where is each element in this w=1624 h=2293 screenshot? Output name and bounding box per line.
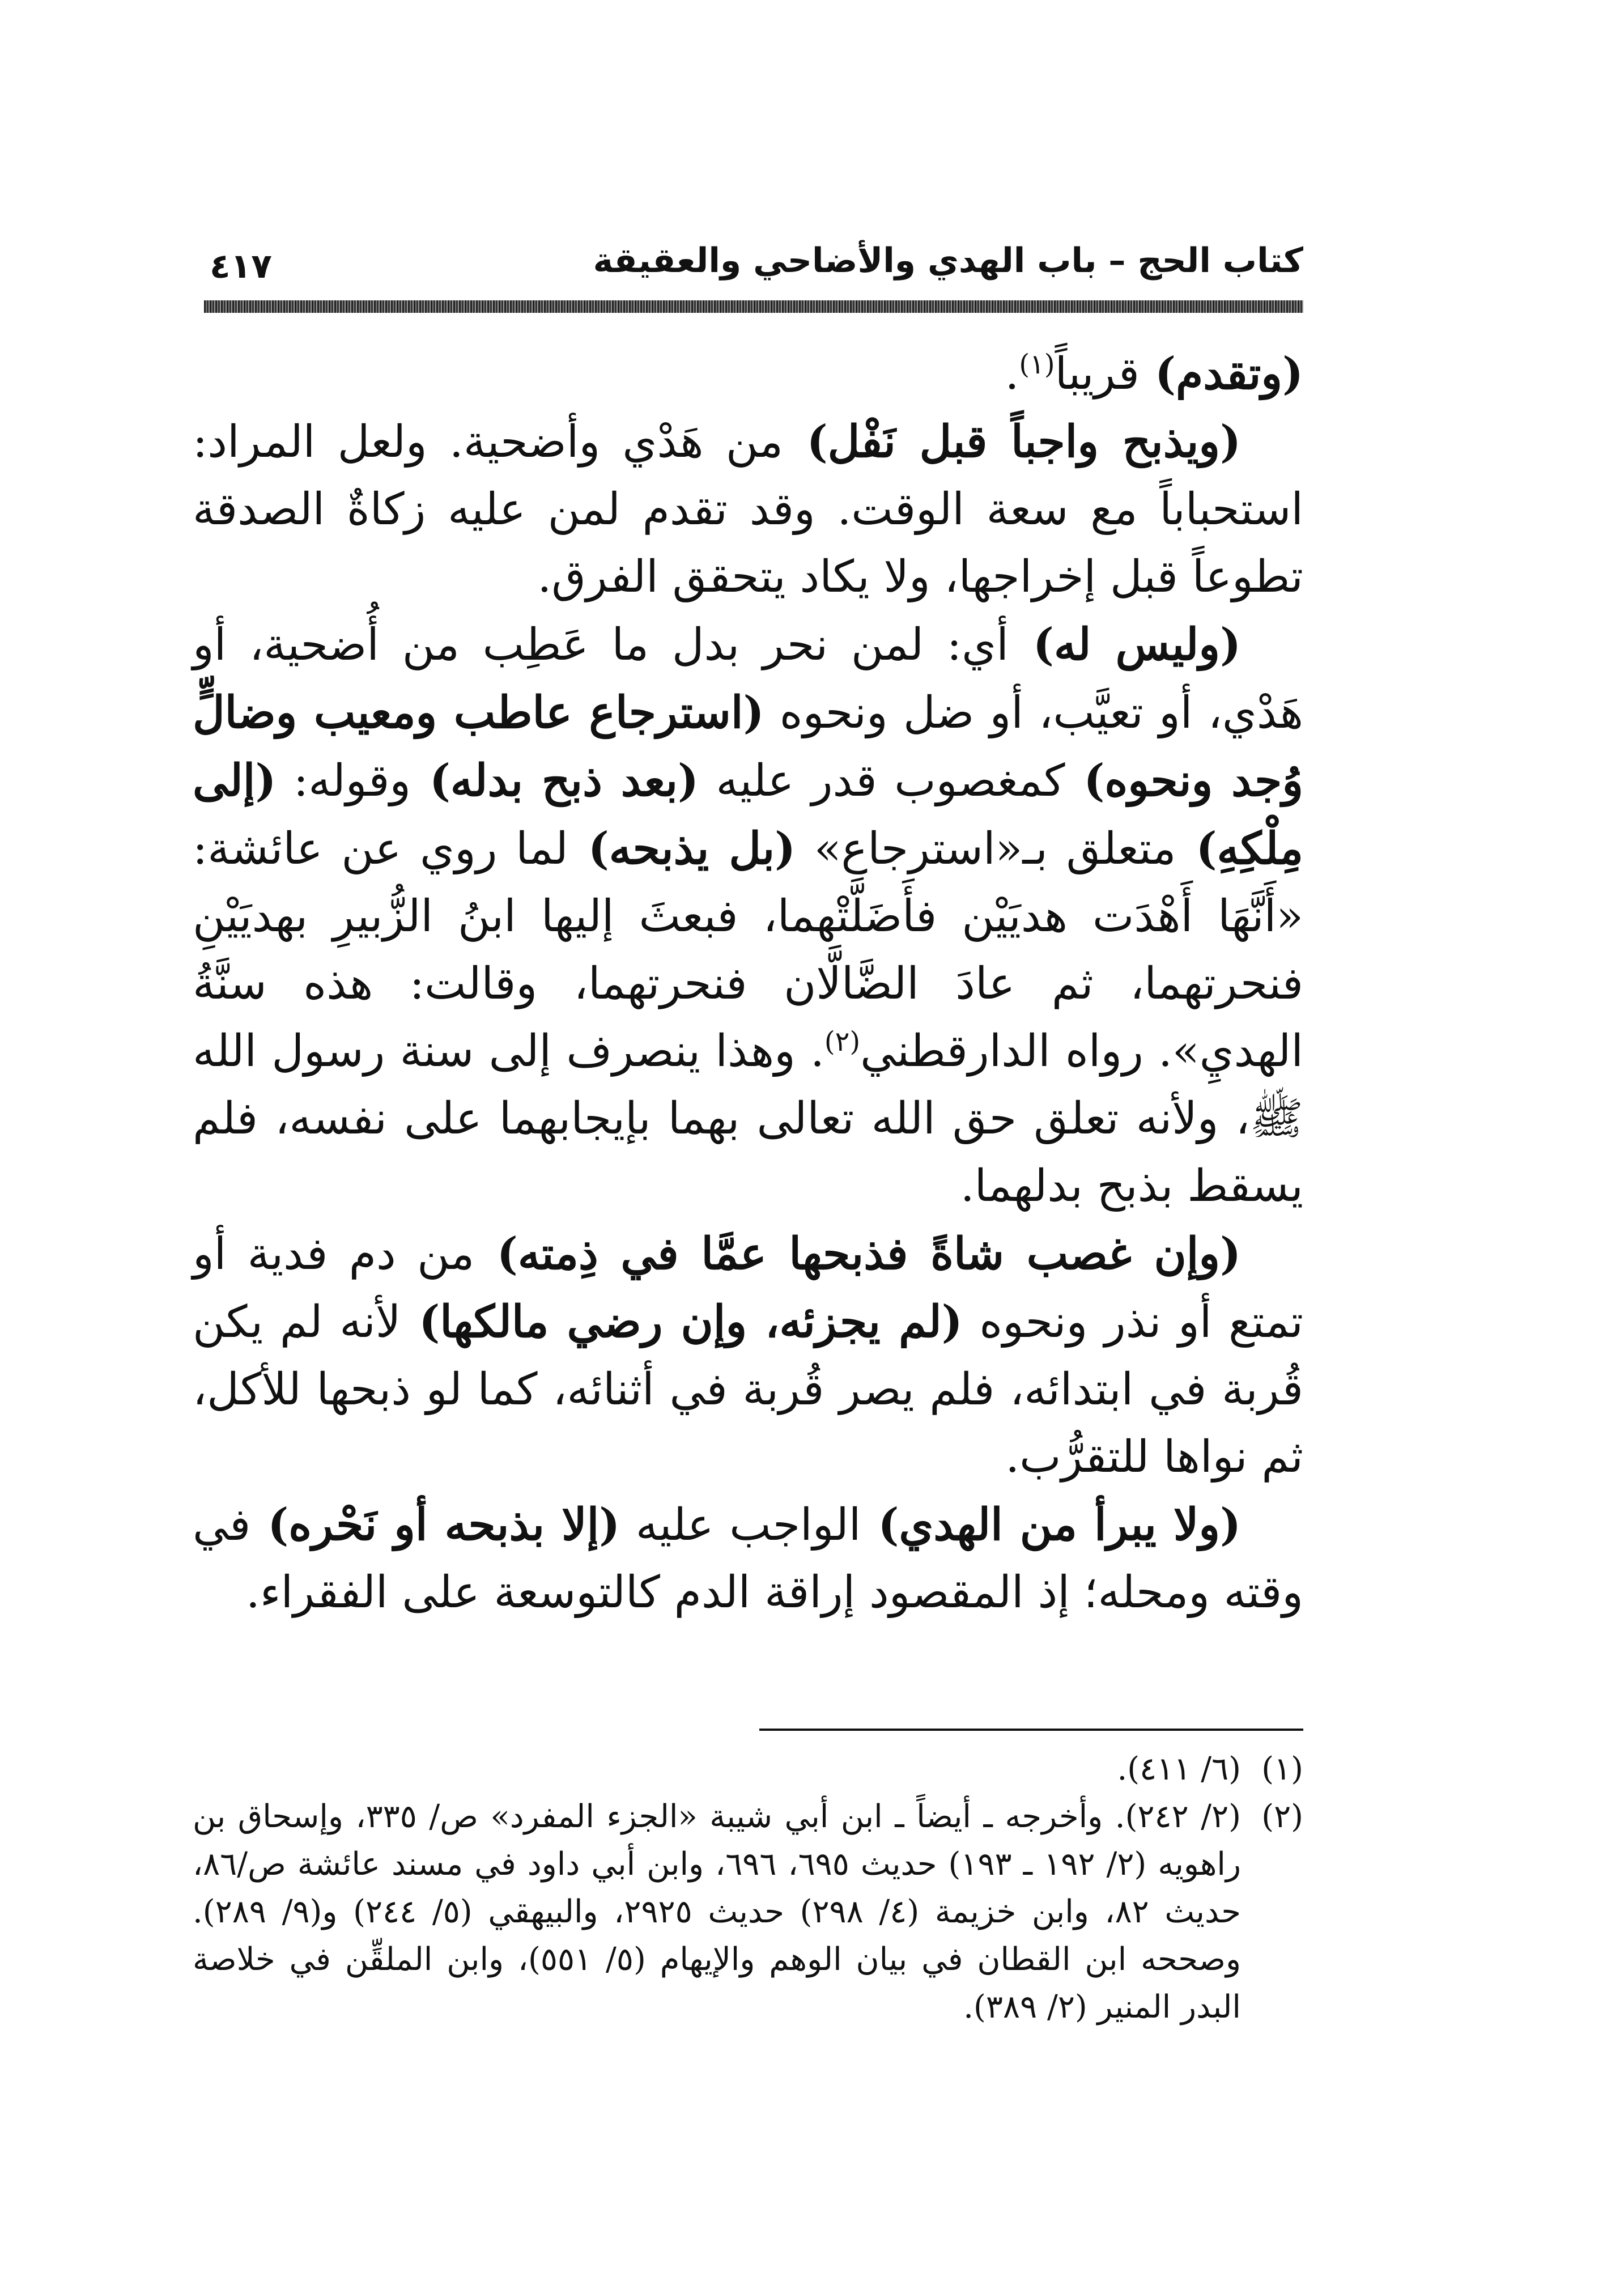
matn-text: (ولا يبرأ من الهدي) — [861, 1499, 1241, 1551]
sharh-text: في وقته ومحله؛ إذ المقصود إراقة الدم كالتوسعة على الفقراء. — [193, 1500, 1303, 1618]
sharh-text: لما روي عن عائشة: «أَنَّهَا أَهْدَت هديَيْن فأَضَلَّتْهما، فبعثَ إليها ابنُ الزُّبيرِ بهديَيْنِ فنحرتهما، ثم عادَ الضَّالَّان فنحرتهما، وقالت: هذه سنَّةُ الهديِ». رواه الدارقطني — [193, 823, 1303, 1077]
paragraph — [193, 340, 1303, 408]
page-number: ٤١٧ — [210, 247, 272, 286]
matn-text: (وتقدم) — [1139, 348, 1303, 400]
footnote-number: (٢) — [1261, 1798, 1303, 1835]
matn-text: (ويذبح واجباً قبل نَفْل) — [783, 416, 1241, 468]
chapter-title: كتاب الحج – باب الهدي والأضاحي والعقيقة — [593, 241, 1303, 281]
sharh-text: من دم فدية أو تمتع أو نذر ونحوه — [193, 1229, 1303, 1348]
paragraph — [193, 408, 1303, 611]
paragraph — [193, 1491, 1303, 1627]
sharh-text: الواجب عليه — [620, 1500, 861, 1551]
sharh-text: لأنه لم يكن قُربة في ابتدائه، فلم يصر قُربة في أثنائه، كما لو ذبحها للأكل، ثم نواها للتقرُّب. — [193, 1297, 1303, 1483]
footnote-text: (٦/ ٤١١). — [1117, 1751, 1241, 1787]
paragraph — [193, 1220, 1303, 1491]
matn-text: (بل يذبحه) — [568, 823, 796, 874]
footnote-number: (١) — [1261, 1751, 1303, 1787]
sharh-text: من هَدْي وأضحية. ولعل المراد: استحباباً مع سعة الوقت. وقد تقدم لمن عليه زكاةٌ الصدقة تطوعاً قبل إخراجها، ولا يكاد يتحقق الفرق. — [193, 417, 1303, 602]
header-divider — [204, 300, 1303, 313]
sharh-text: . وهذا ينصرف إلى سنة رسول الله ﷺ، ولأنه تعلق حق الله تعالى بهما بإيجابهما على نفسه، فلم يسقط بذبح بدلهما. — [193, 1026, 1303, 1212]
footnotes — [193, 1746, 1303, 2031]
matn-text: (بعد ذبح بدله) — [411, 755, 699, 806]
sharh-text: وقوله: — [276, 755, 411, 806]
matn-text: (لم يجزئه، وإن رضي مالكها) — [401, 1296, 963, 1348]
footnote-ref: (١) — [1019, 349, 1055, 380]
matn-text: (إلا بذبحه أو نَحْره) — [250, 1499, 620, 1551]
footnote-divider — [759, 1729, 1303, 1731]
footnote-ref: (٢) — [824, 1026, 861, 1058]
footnote-text: (٢/ ٢٤٢). وأخرجه ـ أيضاً ـ ابن أبي شيبة «الجزء المفرد» ص/ ٣٣٥، وإسحاق بن راهويه (٢/ ١٩٢ ـ ١٩٣) حديث ٦٩٥، ٦٩٦، وابن أبي داود في مسند عائشة ص/٨٦، حديث ٨٢، وابن خزيمة (٤/ ٢٩٨) حديث ٢٩٢٥، والبيهقي (٥/ ٢٤٤) و(٩/ ٢٨٩). وصححه ابن القطان في بيان الوهم والإيهام (٥/ ٥٥١)، وابن الملقِّن في خلاصة البدر المنير (٢/ ٣٨٩). — [193, 1798, 1242, 2026]
footnote — [193, 1793, 1303, 2031]
matn-text: (وليس له) — [1008, 619, 1241, 670]
main-text — [193, 340, 1303, 1627]
running-header — [210, 238, 1303, 300]
footnote — [193, 1746, 1303, 1793]
matn-text: (إلى مِلْكِهِ) — [193, 755, 1303, 874]
matn-text: (وإن غصب شاةً فذبحها عمَّا في ذِمته) — [474, 1228, 1241, 1280]
matn-text: (استرجاع عاطب ومعيب وضالٍّ وُجد ونحوه) — [193, 687, 1303, 806]
sharh-text: أي: لمن نحر بدل ما عَطِب من أُضحية، أو هَدْي، أو تعيَّب، أو ضل ونحوه — [193, 619, 1303, 738]
sharh-text: كمغصوب قدر عليه — [698, 755, 1065, 806]
sharh-text: متعلق بـ«استرجاع» — [796, 823, 1176, 874]
sharh-text: . — [1005, 349, 1019, 400]
sharh-text: قريباً — [1055, 349, 1140, 400]
paragraph — [193, 611, 1303, 1220]
